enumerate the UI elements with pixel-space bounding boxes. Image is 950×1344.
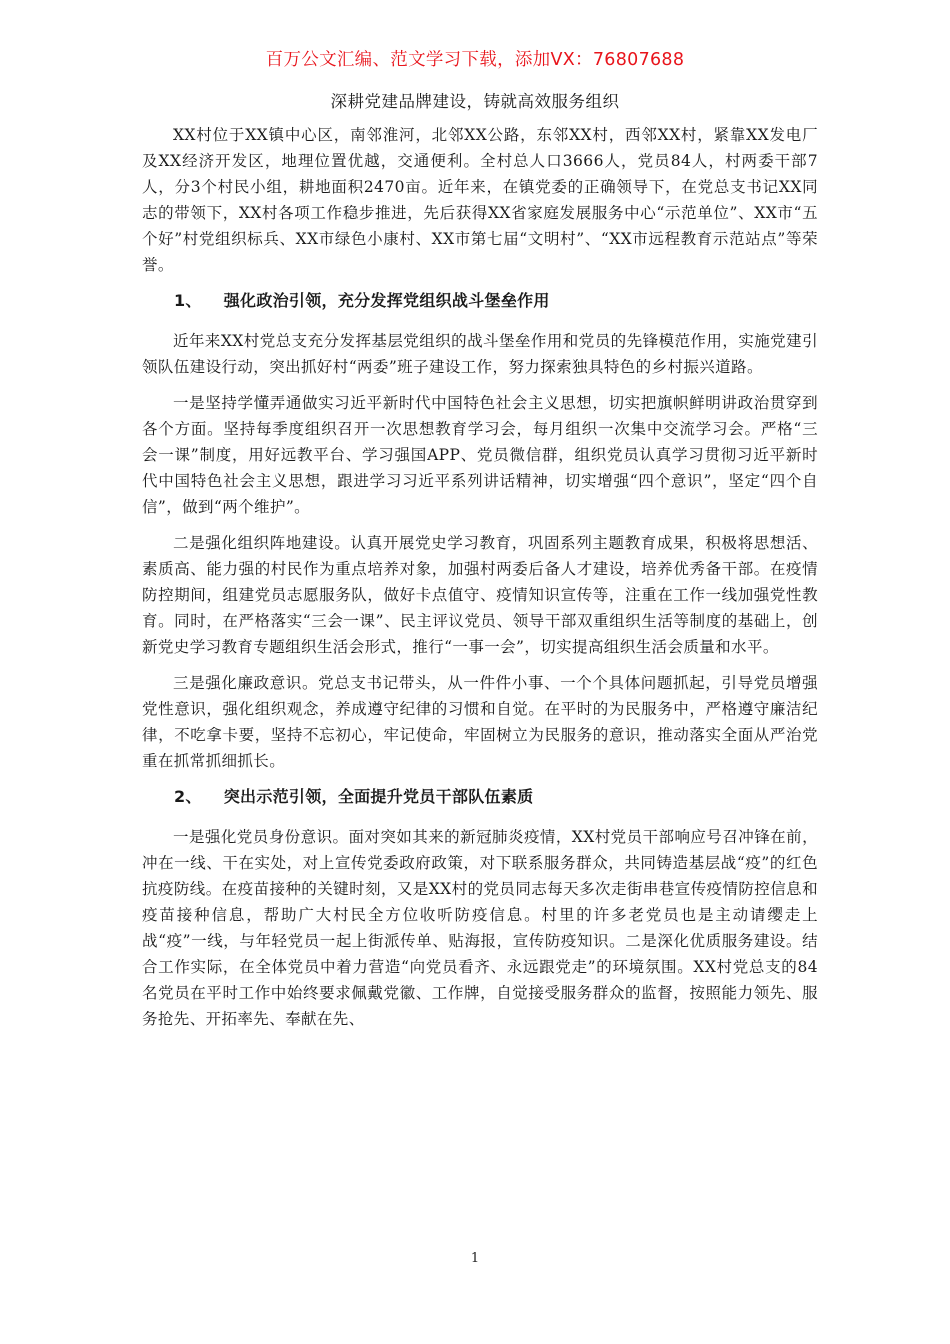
- section-1-heading-text: 强化政治引领，充分发挥党组织战斗堡垒作用: [223, 291, 550, 310]
- section-1-heading: [142, 288, 818, 314]
- section-1-number: 1、: [174, 291, 202, 310]
- document-title: 深耕党建品牌建设，铸就高效服务组织: [330, 92, 620, 111]
- section-1-paragraph-3: 二是强化组织阵地建设。认真开展党史学习教育，巩固系列主题教育成果，积极将思想活、素质高、能力强的村民作为重点培养对象，加强村两委后备人才建设，培养优秀备干部。在疫情防控期间，组建党员志愿服务队，做好卡点值守、疫情知识宣传等，注重在工作一线加强党性教育。同时，在严格落实“三会一课”、民主评议党员、领导干部双重组织生活等制度的基础上，创新党史学习教育专题组织生活会形式，推行“一事一会”，切实提高组织生活会质量和水平。: [142, 534, 818, 656]
- section-1-paragraph-4: 三是强化廉政意识。党总支书记带头，从一件件小事、一个个具体问题抓起，引导党员增强党性意识，强化组织观念，养成遵守纪律的习惯和自觉。在平时的为民服务中，严格遵守廉洁纪律，不吃拿卡要，坚持不忘初心，牢记使命，牢固树立为民服务的意识，推动落实全面从严治党重在抓常抓细抓长。: [142, 674, 818, 770]
- section-2-heading: [142, 784, 818, 810]
- section-1-paragraph-2: 一是坚持学懂弄通做实习近平新时代中国特色社会主义思想，切实把旗帜鲜明讲政治贯穿到各个方面。坚持每季度组织召开一次思想教育学习会，每月组织一次集中交流学习会。严格“三会一课”制度，用好远教平台、学习强国APP、党员微信群，组织党员认真学习贯彻习近平新时代中国特色社会主义思想，跟进学习习近平系列讲话精神，切实增强“四个意识”，坚定“四个自信”，做到“两个维护”。: [142, 394, 818, 516]
- promo-banner: 百万公文汇编、范文学习下载，添加VX：76807688: [265, 50, 685, 70]
- section-2-heading-text: 突出示范引领，全面提升党员干部队伍素质: [223, 787, 534, 806]
- intro-paragraph: XX村位于XX镇中心区，南邻淮河，北邻XX公路，东邻XX村，西邻XX村，紧靠XX发电厂及XX经济开发区，地理位置优越，交通便利。全村总人口3666人，党员84人，村两委干部7人，分3个村民小组，耕地面积2470亩。近年来，在镇党委的正确领导下，在党总支书记XX同志的带领下，XX村各项工作稳步推进，先后获得XX省家庭发展服务中心“示范单位”、XX市“五个好”村党组织标兵、XX市绿色小康村、XX市第七届“文明村”、“XX市远程教育示范站点”等荣誉。: [142, 126, 818, 274]
- document-body: [142, 122, 818, 1042]
- section-2-number: 2、: [174, 787, 202, 806]
- section-1-paragraph-1: 近年来XX村党总支充分发挥基层党组织的战斗堡垒作用和党员的先锋模范作用，实施党建引领队伍建设行动，突出抓好村“两委”班子建设工作，努力探索独具特色的乡村振兴道路。: [142, 332, 818, 376]
- section-2-paragraph-1: 一是强化党员身份意识。面对突如其来的新冠肺炎疫情，XX村党员干部响应号召冲锋在前，冲在一线、干在实处，对上宣传党委政府政策，对下联系服务群众，共同铸造基层战“疫”的红色抗疫防线。在疫苗接种的关键时刻，又是XX村的党员同志每天多次走街串巷宣传疫情防控信息和疫苗接种信息，帮助广大村民全方位收听防疫信息。村里的许多老党员也是主动请缨走上战“疫”一线，与年轻党员一起上街派传单、贴海报，宣传防疫知识。二是深化优质服务建设。结合工作实际，在全体党员中着力营造“向党员看齐、永远跟党走”的环境氛围。XX村党总支的84名党员在平时工作中始终要求佩戴党徽、工作牌，自觉接受服务群众的监督，按照能力领先、服务抢先、开拓率先、奉献在先、: [142, 828, 818, 1028]
- page-number: 1: [470, 1251, 480, 1266]
